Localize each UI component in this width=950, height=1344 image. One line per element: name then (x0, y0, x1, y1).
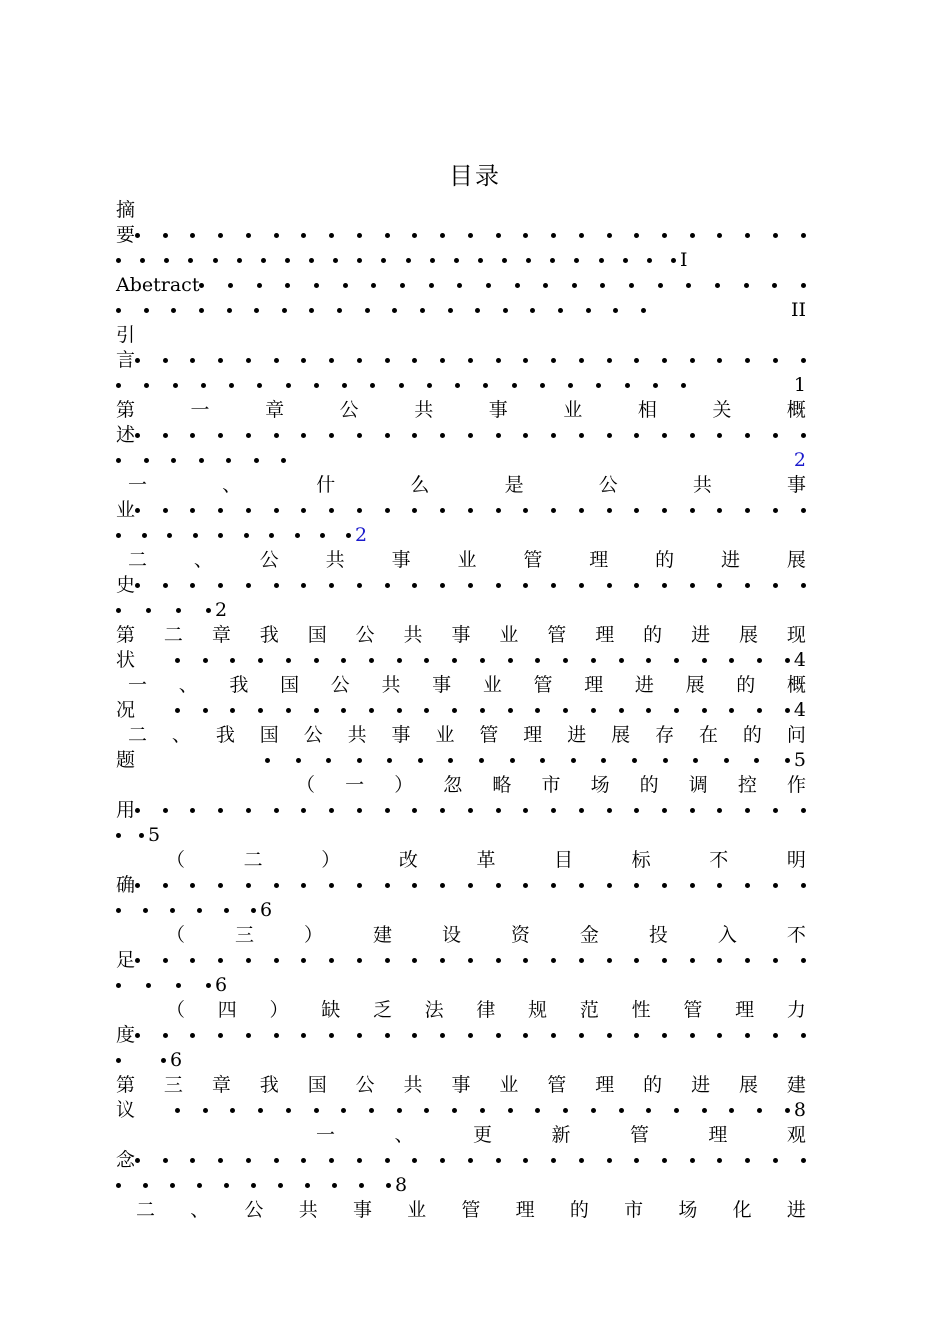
toc-title: 目录 (449, 162, 501, 190)
heading-char: 二 (243, 849, 263, 871)
heading-char: 建 (372, 924, 392, 946)
heading-char: 场 (590, 774, 610, 796)
heading-char: 管 (547, 1074, 567, 1096)
toc-entry-continuation[interactable] (116, 298, 806, 323)
heading-char: 二 (163, 624, 183, 646)
heading-char: 管 (523, 549, 543, 571)
heading-char: 展 (738, 624, 758, 646)
toc-entry-continuation[interactable] (116, 248, 806, 273)
toc-entry-continuation[interactable] (116, 1048, 806, 1073)
page-number: 1 (793, 374, 806, 396)
heading-char: 国 (259, 724, 279, 746)
heading-char: 一 (128, 474, 148, 496)
heading-char: 我 (259, 624, 279, 646)
toc-heading-line (116, 623, 806, 648)
heading-char: 理 (515, 1199, 535, 1221)
heading-char: 的 (569, 1199, 589, 1221)
heading-char: 忽 (443, 774, 463, 796)
heading-char: 展 (738, 1074, 758, 1096)
toc-entry-continuation[interactable] (116, 1173, 806, 1198)
leader-dots (116, 983, 211, 988)
heading-char: 公 (303, 724, 323, 746)
heading-char: 现 (786, 624, 806, 646)
toc-heading-line (128, 723, 806, 748)
heading-char: 事 (451, 1074, 471, 1096)
toc-entry-continuation[interactable] (116, 898, 806, 923)
toc-entry-line[interactable] (116, 948, 806, 973)
heading-char: 国 (307, 624, 327, 646)
heading-char: ） (303, 924, 323, 946)
toc-entry-label: 确 (116, 874, 136, 896)
heading-char: 法 (424, 999, 444, 1021)
leader-dots (116, 833, 144, 838)
page-number: 8 (793, 1099, 806, 1121)
toc-entry-label: 足 (116, 949, 136, 971)
heading-char: 、 (190, 1199, 210, 1221)
heading-char: 事 (391, 724, 411, 746)
heading-char: 展 (786, 549, 806, 571)
toc-entry-label: 念 (116, 1149, 136, 1171)
heading-char: 场 (678, 1199, 698, 1221)
toc-entry-line[interactable] (116, 1148, 806, 1173)
toc-entry-label: 题 (116, 749, 136, 771)
heading-char: 管 (533, 674, 553, 696)
leader-dots (135, 1033, 806, 1038)
heading-char: 展 (611, 724, 631, 746)
toc-entry-label: Abetract (116, 274, 200, 296)
toc-heading-line (296, 773, 806, 798)
toc-entry-continuation[interactable] (116, 823, 806, 848)
heading-char: 理 (523, 724, 543, 746)
heading-char: 管 (479, 724, 499, 746)
leader-dots (135, 808, 806, 813)
toc-entry-line[interactable] (116, 1023, 806, 1048)
page-number: 2 (215, 599, 228, 621)
leader-dots (135, 958, 806, 963)
toc-heading-line (128, 673, 806, 698)
toc-entry-continuation[interactable] (116, 373, 806, 398)
page-number: 2 (355, 524, 368, 546)
heading-char: 理 (584, 674, 604, 696)
heading-char: 不 (709, 849, 729, 871)
heading-char: 标 (631, 849, 651, 871)
page-number: 5 (793, 749, 806, 771)
heading-char: 我 (229, 674, 249, 696)
page-number: 4 (793, 699, 806, 721)
heading-char: 略 (492, 774, 512, 796)
toc-entry-label: 言 (116, 349, 136, 371)
heading-char: 业 (457, 549, 477, 571)
heading-char: 目 (554, 849, 574, 871)
leader-dots (135, 433, 806, 438)
leader-dots (116, 908, 256, 913)
heading-char: 投 (648, 924, 668, 946)
heading-char: 、 (222, 474, 242, 496)
toc-heading-line (128, 548, 806, 573)
toc-heading-line (166, 998, 806, 1023)
leader-dots (199, 283, 806, 288)
heading-char: 存 (655, 724, 675, 746)
toc-entry-line[interactable] (116, 648, 806, 673)
toc-entry-line[interactable] (116, 748, 806, 773)
heading-char: 一 (345, 774, 365, 796)
toc-heading-line (128, 473, 806, 498)
leader-dots (135, 583, 806, 588)
heading-char: 进 (567, 724, 587, 746)
heading-char: 二 (136, 1199, 156, 1221)
heading-char: 国 (280, 674, 300, 696)
heading-char: 一 (316, 1124, 336, 1146)
page-number: 2 (793, 449, 806, 471)
heading-char: 事 (786, 474, 806, 496)
heading-char: 的 (742, 724, 762, 746)
heading-char: 国 (307, 1074, 327, 1096)
heading-char: 第 (116, 1074, 136, 1096)
toc-entry-label: 摘 (116, 199, 136, 221)
toc-heading-line (116, 398, 806, 423)
leader-dots (175, 658, 790, 663)
heading-char: 业 (407, 1199, 427, 1221)
heading-char: 共 (298, 1199, 318, 1221)
heading-char: 改 (398, 849, 418, 871)
heading-char: ） (394, 774, 414, 796)
heading-char: 第 (116, 624, 136, 646)
heading-char: 理 (595, 624, 615, 646)
heading-char: 业 (435, 724, 455, 746)
toc-entry-continuation[interactable] (116, 598, 806, 623)
heading-char: 观 (786, 1124, 806, 1146)
heading-char: 理 (595, 1074, 615, 1096)
heading-char: 共 (414, 399, 434, 421)
heading-char: 不 (786, 924, 806, 946)
heading-char: 的 (643, 624, 663, 646)
toc-heading-line (136, 1198, 806, 1223)
heading-char: 章 (211, 624, 231, 646)
heading-char: 三 (163, 1074, 183, 1096)
toc-entry-line[interactable] (116, 698, 806, 723)
toc-entry-line[interactable] (116, 223, 806, 248)
page-number: II (790, 299, 806, 321)
heading-char: 我 (259, 1074, 279, 1096)
heading-char: 调 (688, 774, 708, 796)
page-number: 8 (395, 1174, 408, 1196)
heading-char: 共 (347, 724, 367, 746)
heading-char: 事 (391, 549, 411, 571)
heading-char: 业 (563, 399, 583, 421)
heading-char: 金 (579, 924, 599, 946)
toc-entry-line (116, 198, 806, 223)
leader-dots (116, 458, 286, 463)
heading-char: 、 (193, 549, 213, 571)
heading-char: 性 (631, 999, 651, 1021)
heading-char: 业 (499, 624, 519, 646)
heading-char: 事 (352, 1199, 372, 1221)
toc-heading-line (166, 848, 806, 873)
heading-char: 共 (403, 1074, 423, 1096)
heading-char: 公 (355, 1074, 375, 1096)
heading-char: 的 (736, 674, 756, 696)
heading-char: 律 (476, 999, 496, 1021)
heading-char: 共 (325, 549, 345, 571)
page-number: 4 (793, 649, 806, 671)
heading-char: 公 (339, 399, 359, 421)
leader-dots (265, 758, 790, 763)
heading-char: （ (296, 774, 316, 796)
heading-char: 概 (786, 399, 806, 421)
heading-char: 共 (381, 674, 401, 696)
page-number: I (680, 249, 688, 271)
heading-char: 市 (624, 1199, 644, 1221)
heading-char: 问 (786, 724, 806, 746)
heading-char: 共 (403, 624, 423, 646)
heading-char: 的 (655, 549, 675, 571)
heading-char: 新 (551, 1124, 571, 1146)
heading-char: 我 (215, 724, 235, 746)
heading-char: 管 (461, 1199, 481, 1221)
heading-char: 更 (472, 1124, 492, 1146)
toc-entry-label: 状 (116, 649, 136, 671)
toc-entry-continuation[interactable] (116, 448, 806, 473)
heading-char: （ (166, 999, 186, 1021)
toc-entry-line[interactable] (116, 573, 806, 598)
heading-char: 事 (432, 674, 452, 696)
heading-char: 公 (244, 1199, 264, 1221)
heading-char: 公 (330, 674, 350, 696)
leader-dots (116, 383, 686, 388)
heading-char: 事 (488, 399, 508, 421)
heading-char: 革 (476, 849, 496, 871)
heading-char: 范 (579, 999, 599, 1021)
leader-dots (135, 358, 806, 363)
heading-char: 建 (786, 1074, 806, 1096)
page-number: 5 (148, 824, 161, 846)
heading-char: 的 (643, 1074, 663, 1096)
leader-dots (116, 1058, 166, 1063)
toc-entry-label: 要 (116, 224, 136, 246)
toc-entry-label: 况 (116, 699, 136, 721)
heading-char: （ (166, 924, 186, 946)
heading-char: ） (321, 849, 341, 871)
heading-char: 一 (128, 674, 148, 696)
heading-char: 章 (211, 1074, 231, 1096)
toc-entry-label: 度 (116, 1024, 136, 1046)
heading-char: 化 (732, 1199, 752, 1221)
heading-char: 一 (190, 399, 210, 421)
heading-char: 、 (171, 724, 191, 746)
toc-heading-line (116, 1073, 806, 1098)
toc-entry-line[interactable] (116, 798, 806, 823)
page-number: 6 (260, 899, 273, 921)
heading-char: 二 (128, 549, 148, 571)
heading-char: 进 (691, 624, 711, 646)
heading-char: 第 (116, 399, 136, 421)
heading-char: 进 (721, 549, 741, 571)
heading-char: 乏 (372, 999, 392, 1021)
heading-char: 在 (698, 724, 718, 746)
heading-char: 章 (265, 399, 285, 421)
heading-char: 的 (639, 774, 659, 796)
toc-entry-line[interactable] (116, 273, 806, 298)
toc-entry-line[interactable] (116, 873, 806, 898)
heading-char: 公 (259, 549, 279, 571)
leader-dots (135, 883, 806, 888)
toc-entry-label: 述 (116, 424, 136, 446)
heading-char: 设 (441, 924, 461, 946)
heading-char: 公 (355, 624, 375, 646)
heading-char: 、 (178, 674, 198, 696)
leader-dots (116, 1183, 391, 1188)
heading-char: 进 (691, 1074, 711, 1096)
heading-char: 资 (510, 924, 530, 946)
heading-char: 什 (316, 474, 336, 496)
toc-entry-label: 业 (116, 499, 136, 521)
heading-char: 进 (634, 674, 654, 696)
heading-char: 理 (735, 999, 755, 1021)
heading-char: 业 (482, 674, 502, 696)
heading-char: 三 (234, 924, 254, 946)
toc-entry-line[interactable] (116, 348, 806, 373)
leader-dots (175, 708, 790, 713)
page-number: 6 (170, 1049, 183, 1071)
toc-heading-line (166, 923, 806, 948)
heading-char: 相 (637, 399, 657, 421)
heading-char: 管 (683, 999, 703, 1021)
heading-char: 概 (786, 674, 806, 696)
heading-char: 作 (786, 774, 806, 796)
heading-char: 事 (451, 624, 471, 646)
heading-char: 理 (589, 549, 609, 571)
toc-heading-line (316, 1123, 806, 1148)
heading-char: 共 (692, 474, 712, 496)
toc-entry-line[interactable] (116, 498, 806, 523)
leader-dots (175, 1108, 790, 1113)
heading-char: 业 (499, 1074, 519, 1096)
heading-char: 市 (541, 774, 561, 796)
heading-char: 四 (217, 999, 237, 1021)
leader-dots (116, 308, 646, 313)
toc-entry-continuation[interactable] (116, 973, 806, 998)
leader-dots (135, 233, 806, 238)
toc-entry-line[interactable] (116, 1098, 806, 1123)
heading-char: 明 (786, 849, 806, 871)
heading-char: 管 (629, 1124, 649, 1146)
leader-dots (135, 1158, 806, 1163)
toc-entry-label: 用 (116, 799, 136, 821)
heading-char: 关 (712, 399, 732, 421)
toc-entry-line[interactable] (116, 423, 806, 448)
heading-char: 入 (717, 924, 737, 946)
heading-char: 控 (737, 774, 757, 796)
heading-char: 缺 (321, 999, 341, 1021)
heading-char: （ (166, 849, 186, 871)
heading-char: 么 (410, 474, 430, 496)
page-number: 6 (215, 974, 228, 996)
heading-char: 管 (547, 624, 567, 646)
heading-char: 力 (786, 999, 806, 1021)
toc-entry-continuation[interactable] (116, 523, 806, 548)
toc-entry-label: 史 (116, 574, 136, 596)
leader-dots (116, 608, 211, 613)
toc-entry-label: 引 (116, 324, 136, 346)
heading-char: 进 (786, 1199, 806, 1221)
leader-dots (116, 258, 676, 263)
heading-char: 理 (708, 1124, 728, 1146)
toc-entry-label: 议 (116, 1099, 136, 1121)
heading-char: 二 (128, 724, 148, 746)
heading-char: 展 (685, 674, 705, 696)
heading-char: 公 (598, 474, 618, 496)
heading-char: 规 (528, 999, 548, 1021)
heading-char: 是 (504, 474, 524, 496)
toc-entry-line (116, 323, 806, 348)
leader-dots (135, 508, 806, 513)
leader-dots (116, 533, 351, 538)
heading-char: 、 (394, 1124, 414, 1146)
heading-char: ） (269, 999, 289, 1021)
